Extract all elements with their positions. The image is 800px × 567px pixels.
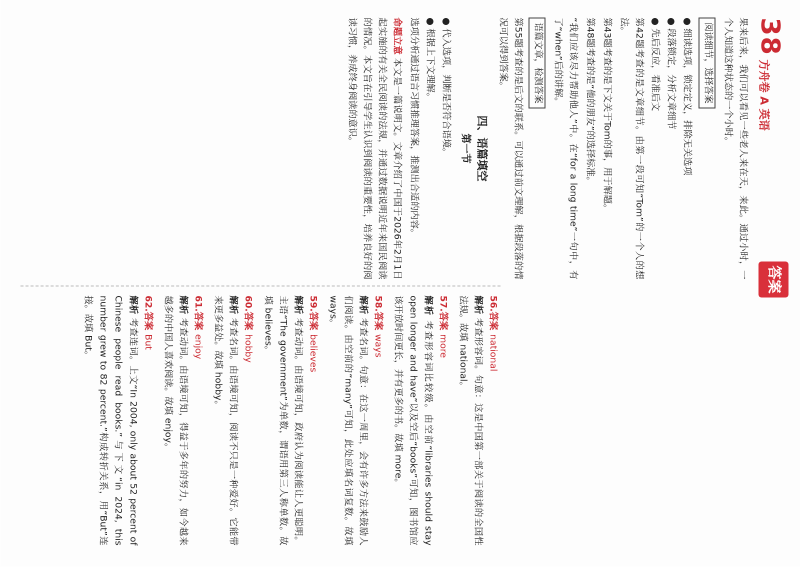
paragraph-2: 第43题考查的是下文关于Tom的事，用于解题。	[601, 17, 612, 214]
answer-item	[455, 296, 500, 546]
answer-number: 60.	[242, 295, 253, 312]
analysis-text: 考查动词。由语境可知，政府认为阅读能让人更聪明。主语“The government”为单数，谓语用第三人称单数。故填 believes。	[262, 295, 303, 546]
answer-head: 答案	[437, 311, 448, 331]
left-column	[342, 18, 750, 280]
answer-item	[210, 296, 255, 546]
analysis-label: 解析	[227, 295, 238, 315]
answer-item	[390, 296, 450, 546]
mingti-text: 本文是一篇说明文。文章介绍了中国于2026年2月1日起实施的有关全民阅读的法规，并通过数据说明近年来国民阅读的情况。本文旨在引导学生认识到阅读的重要性，培养良好的阅读习惯，养成终身阅读的意识。	[346, 17, 402, 280]
answer-head: 答案	[372, 311, 383, 331]
answer-word: But	[142, 334, 153, 350]
column-divider	[20, 286, 500, 288]
answer-number: 57.	[437, 295, 448, 312]
analysis-label: 解析	[177, 295, 188, 315]
answer-word: ways	[372, 334, 383, 358]
bullet-3: ● 先后反应，看准后文	[649, 17, 660, 112]
answer-number: 62.	[142, 295, 153, 312]
analysis-label: 解析	[472, 295, 483, 315]
analysis-label: 解析	[422, 295, 433, 317]
answer-word: hobby	[242, 334, 253, 363]
paragraph-3: 第48题考查的是“他的朋友”的选择标准。	[584, 17, 595, 186]
section-subtitle: 第一节	[459, 133, 470, 164]
answer-item	[325, 296, 385, 546]
answer-head: 答案	[142, 311, 153, 331]
answer-head: 答案	[242, 311, 253, 331]
answer-number: 61.	[192, 295, 203, 312]
bullet-4: ● 代入选项，判断是否符合语境。	[440, 17, 451, 158]
paragraph-5: 第55题考查的是后文的联系。可以通过前文理解，根据段落的情况可以得到答案。	[497, 17, 523, 280]
answer-head: 答案	[487, 311, 498, 331]
analysis-label: 解析	[357, 295, 368, 315]
answer-word: national	[487, 334, 498, 372]
answer-item	[260, 296, 320, 546]
paragraph-1: 第42题考查的是文章细节。由第一段可知“Tom”的一个人的想法。	[618, 17, 644, 280]
analysis-text: 考查名词。句意：在这一周里，会有许多方法来鼓励人们阅读。由空前的“many”可知，此处应填名词复数。故填 ways。	[327, 295, 368, 546]
section-title: 四、语篇填空	[475, 115, 488, 182]
paragraph-6: 选项分析通过语言习惯推理答案，推测出合适的内容。	[408, 17, 419, 238]
analysis-label: 解析	[127, 295, 138, 315]
intro-text: 果来后来，我们可以看见一些老人来在天，来此。通过小时，一个人知道这种状态的一个小时。	[722, 17, 748, 280]
bullet-5: ● 根据上下文理解。	[424, 17, 435, 102]
analysis-text: 考查动词。由语境可知，得益于多年的努力，如今越来越多的中国人喜欢阅读。故填 enjoy。	[162, 295, 188, 546]
tip-box-1: 阅读细节，选择答案	[698, 18, 715, 109]
analysis-text: 考查连词。上文“In 2004, only about 52 percent of Chinese people read books.”与下文“in 2024, this number grew to 82 percent.”构成转折关系，用“But”连接。故填 But。	[82, 295, 138, 546]
answer-number: 58.	[372, 295, 383, 312]
answer-word: more	[437, 334, 448, 358]
analysis-text: 考查形容词比较级。由空前“libraries should stay open longer and have”以及空后“books”可知，图书馆应该开放时间更长，并有更多的书。故填 more。	[392, 295, 433, 546]
bullet-1: ● 细读选项，锁定定义，排除无关选项	[681, 17, 692, 176]
answer-head: 答案	[192, 311, 203, 331]
analysis-text: 考查名词。由语境可知，阅读不只是一种爱好。它能带来更多益处。故填 hobby。	[212, 295, 238, 546]
page-number: 38	[754, 17, 784, 56]
mingti-label: 命题立意	[391, 17, 402, 55]
answer-item	[80, 296, 155, 546]
answer-head: 答案	[307, 311, 318, 331]
answer-word: believes	[307, 334, 318, 373]
answer-item	[160, 296, 205, 546]
analysis-text: 考查形容词。句意：这是中国第一部关于阅读的全国性法规。故填 national。	[457, 295, 483, 546]
book-title: 方舟卷 A 英语	[757, 59, 770, 131]
answers-column	[75, 296, 500, 546]
answer-number: 56.	[487, 295, 498, 312]
bullet-2: ● 段落锁定，分析文章细节	[665, 17, 676, 130]
analysis-label: 解析	[292, 295, 303, 315]
answer-word: enjoy	[192, 334, 203, 360]
mingti-paragraph	[344, 18, 404, 280]
paragraph-4: “我们应该尽力帮助他人”中。在“for a long time”一句中，有了“when”后的讲解。	[552, 17, 578, 280]
tip-box-2: 语篇文章，检测答案	[528, 18, 545, 109]
answer-badge: 答案	[758, 262, 788, 298]
answer-number: 59.	[307, 295, 318, 312]
